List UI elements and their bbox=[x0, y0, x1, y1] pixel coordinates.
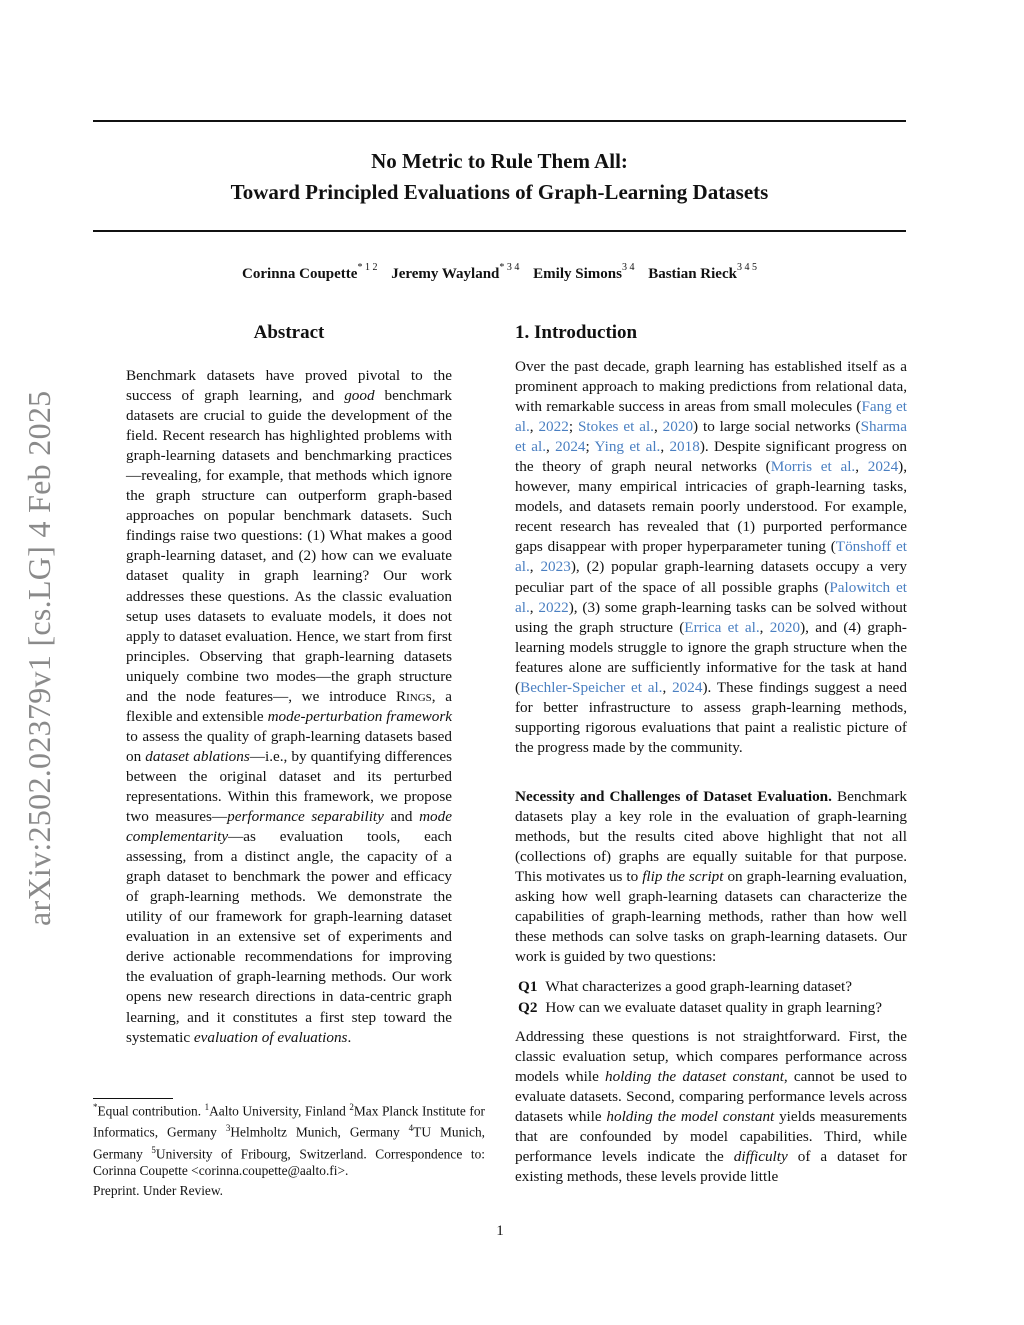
research-questions bbox=[518, 977, 910, 1018]
citation-link[interactable]: 2020 bbox=[769, 618, 801, 636]
citation-link[interactable]: Morris et al. bbox=[770, 458, 856, 476]
research-question bbox=[518, 977, 910, 998]
question-label: Q1 bbox=[518, 978, 538, 995]
title-line-1: No Metric to Rule Them All: bbox=[371, 149, 628, 173]
author-name: Emily Simons bbox=[533, 266, 622, 282]
citation-link[interactable]: Sharma et al. bbox=[515, 418, 907, 456]
citation-link[interactable]: 2022 bbox=[538, 418, 569, 436]
abstract-heading: Abstract bbox=[253, 322, 325, 343]
paper-title bbox=[93, 146, 906, 208]
author-affiliation-marks: 3 4 5 bbox=[736, 262, 757, 273]
author-affiliation-marks: * 3 4 bbox=[499, 262, 520, 273]
citation-link[interactable]: Palowitch et al. bbox=[515, 578, 907, 616]
affiliation-footnote: *Equal contribution. $^1$Aalto University, Finland $^2$Max Planck Institute for Informatics, Germany $^3$Helmholtz Munich, Germany $^4$TU Munich, Germany $^5$University of Fribourg, Switzerland. Correspondence to: Corinna Coupette <corinna.coupette@aalto.fi>. bbox=[93, 1102, 485, 1178]
intro-paragraph-2: Necessity and Challenges of Dataset Evaluation. Benchmark datasets play a key role in the evaluation of graph-learning methods, but the results cited above highlight that not all (collections of) graphs are equally suitable for that purpose. This motivates us to flip the script on graph-learning evaluation, asking how well graph-learning datasets can characterize the capabilities of graph-learning methods, rather than how well these methods can solve tasks on graph-learning datasets. Our work is guided by two questions: bbox=[515, 788, 907, 966]
title-line-2: Toward Principled Evaluations of Graph-Learning Datasets bbox=[230, 180, 769, 204]
paragraph-run-in-heading: Necessity and Challenges of Dataset Evaluation. bbox=[515, 788, 832, 805]
citation-link[interactable]: 2018 bbox=[669, 438, 700, 456]
citation-link[interactable]: 2022 bbox=[538, 598, 569, 616]
citation-link[interactable]: 2023 bbox=[540, 558, 571, 576]
author bbox=[648, 262, 757, 282]
citation-link[interactable]: Stokes et al. bbox=[577, 418, 654, 436]
rings-framework-name: Rings bbox=[395, 687, 432, 705]
citation-link[interactable]: 2024 bbox=[555, 438, 586, 456]
author-name: Bastian Rieck bbox=[648, 266, 737, 282]
introduction-heading: 1. Introduction bbox=[515, 322, 638, 343]
author-affiliation-marks: * 1 2 bbox=[357, 262, 378, 273]
author-affiliation-marks: 3 4 bbox=[621, 262, 635, 273]
author-name: Corinna Coupette bbox=[242, 266, 358, 282]
research-question bbox=[518, 998, 910, 1019]
citation-link[interactable]: Tönshoff et al. bbox=[515, 538, 907, 576]
title-bottom-rule bbox=[93, 230, 906, 232]
question-label: Q2 bbox=[518, 998, 538, 1016]
intro-paragraph-3: Addressing these questions is not straightforward. First, the classic evaluation setup, which compares performance across models while holding the dataset constant, cannot be used to evaluate datasets. Second, comparing performance levels across datasets while holding the model constant yields measurements that are confounded by model capabilities. Third, while performance levels indicate the difficulty of a dataset for existing methods, these levels provide little bbox=[515, 1028, 907, 1186]
citation-link[interactable]: 2024 bbox=[867, 458, 899, 476]
author bbox=[533, 262, 635, 282]
arxiv-identifier-stamp: arXiv:2502.02379v1 [cs.LG] 4 Feb 2025 bbox=[21, 390, 57, 926]
preprint-notice: Preprint. Under Review. bbox=[93, 1183, 224, 1198]
citation-link[interactable]: Bechler-Speicher et al. bbox=[520, 678, 663, 696]
author bbox=[391, 262, 520, 282]
title-top-rule bbox=[93, 120, 906, 122]
citation-link[interactable]: 2020 bbox=[662, 418, 694, 436]
citation-link[interactable]: Fang et al. bbox=[515, 398, 907, 436]
author-list bbox=[93, 264, 906, 283]
citation-link[interactable]: 2024 bbox=[672, 678, 703, 696]
abstract-body: Benchmark datasets have proved pivotal to the success of graph learning, and good benchmark datasets are crucial to guide the development of the field. Recent research has highlighted problems with graph-learning datasets and benchmarking practices—revealing, for example, that methods which ignore the graph structure can outperform graph-based approaches on popular benchmark datasets. Such findings raise two questions: (1) What makes a good graph-learning dataset, and (2) how can we evaluate dataset quality in graph learning? Our work addresses these questions. As the classic evaluation setup uses datasets to evaluate models, it does not apply to dataset evaluation. Hence, we start from first principles. Observing that graph-learning datasets uniquely combine two modes—the graph structure and the node features—, we introduce Rings, a flexible and extensible mode-perturbation framework to assess the quality of graph-learning datasets based on dataset ablations—i.e., by quantifying differences between the original dataset and its perturbed representations. Within this framework, we propose two measures—performance separability and mode complementarity—as evaluation tools, each assessing, from a distinct angle, the capacity of a graph dataset to benchmark the power and efficacy of graph-learning methods. We demonstrate the utility of our framework for graph-learning dataset evaluation in an extensive set of experiments and derive actionable recommendations for improving the evaluation of graph-learning methods. Our work opens new research directions in data-centric graph learning, and it constitutes a first step toward the systematic evaluation of evaluations. bbox=[126, 367, 453, 1046]
page-number: 1 bbox=[496, 1223, 504, 1239]
author bbox=[242, 262, 378, 282]
intro-paragraph-1: Over the past decade, graph learning has established itself as a prominent approach to making predictions from relational data, with remarkable success in areas from small molecules (Fang et al., 2022; Stokes et al., 2020) to large social networks (Sharma et al., 2024; Ying et al., 2018). Despite significant progress on the theory of graph neural networks (Morris et al., 2024), however, many empirical intricacies of graph-learning tasks, models, and datasets remain poorly understood. For example, recent research has revealed that (1) purported performance gaps disappear with proper hyperparameter tuning (Tönshoff et al., 2023), (2) popular graph-learning datasets occupy a very peculiar part of the space of all possible graphs (Palowitch et al., 2022), (3) some graph-learning tasks can be solved without using the graph structure (Errica et al., 2020), and (4) graph-learning models struggle to ignore the graph structure when the features alone are sufficiently informative for the task at hand (Bechler-Speicher et al., 2024). These findings suggest a need for better infrastructure to assess graph-learning methods, supporting rigorous evaluations that paint a realistic picture of the progress made by the community. bbox=[515, 358, 908, 756]
question-text: How can we evaluate dataset quality in graph learning? bbox=[545, 998, 882, 1016]
question-text: What characterizes a good graph-learning dataset? bbox=[545, 978, 852, 995]
author-name: Jeremy Wayland bbox=[391, 266, 500, 282]
citation-link[interactable]: Errica et al. bbox=[684, 618, 760, 636]
citation-link[interactable]: Ying et al. bbox=[594, 438, 661, 456]
